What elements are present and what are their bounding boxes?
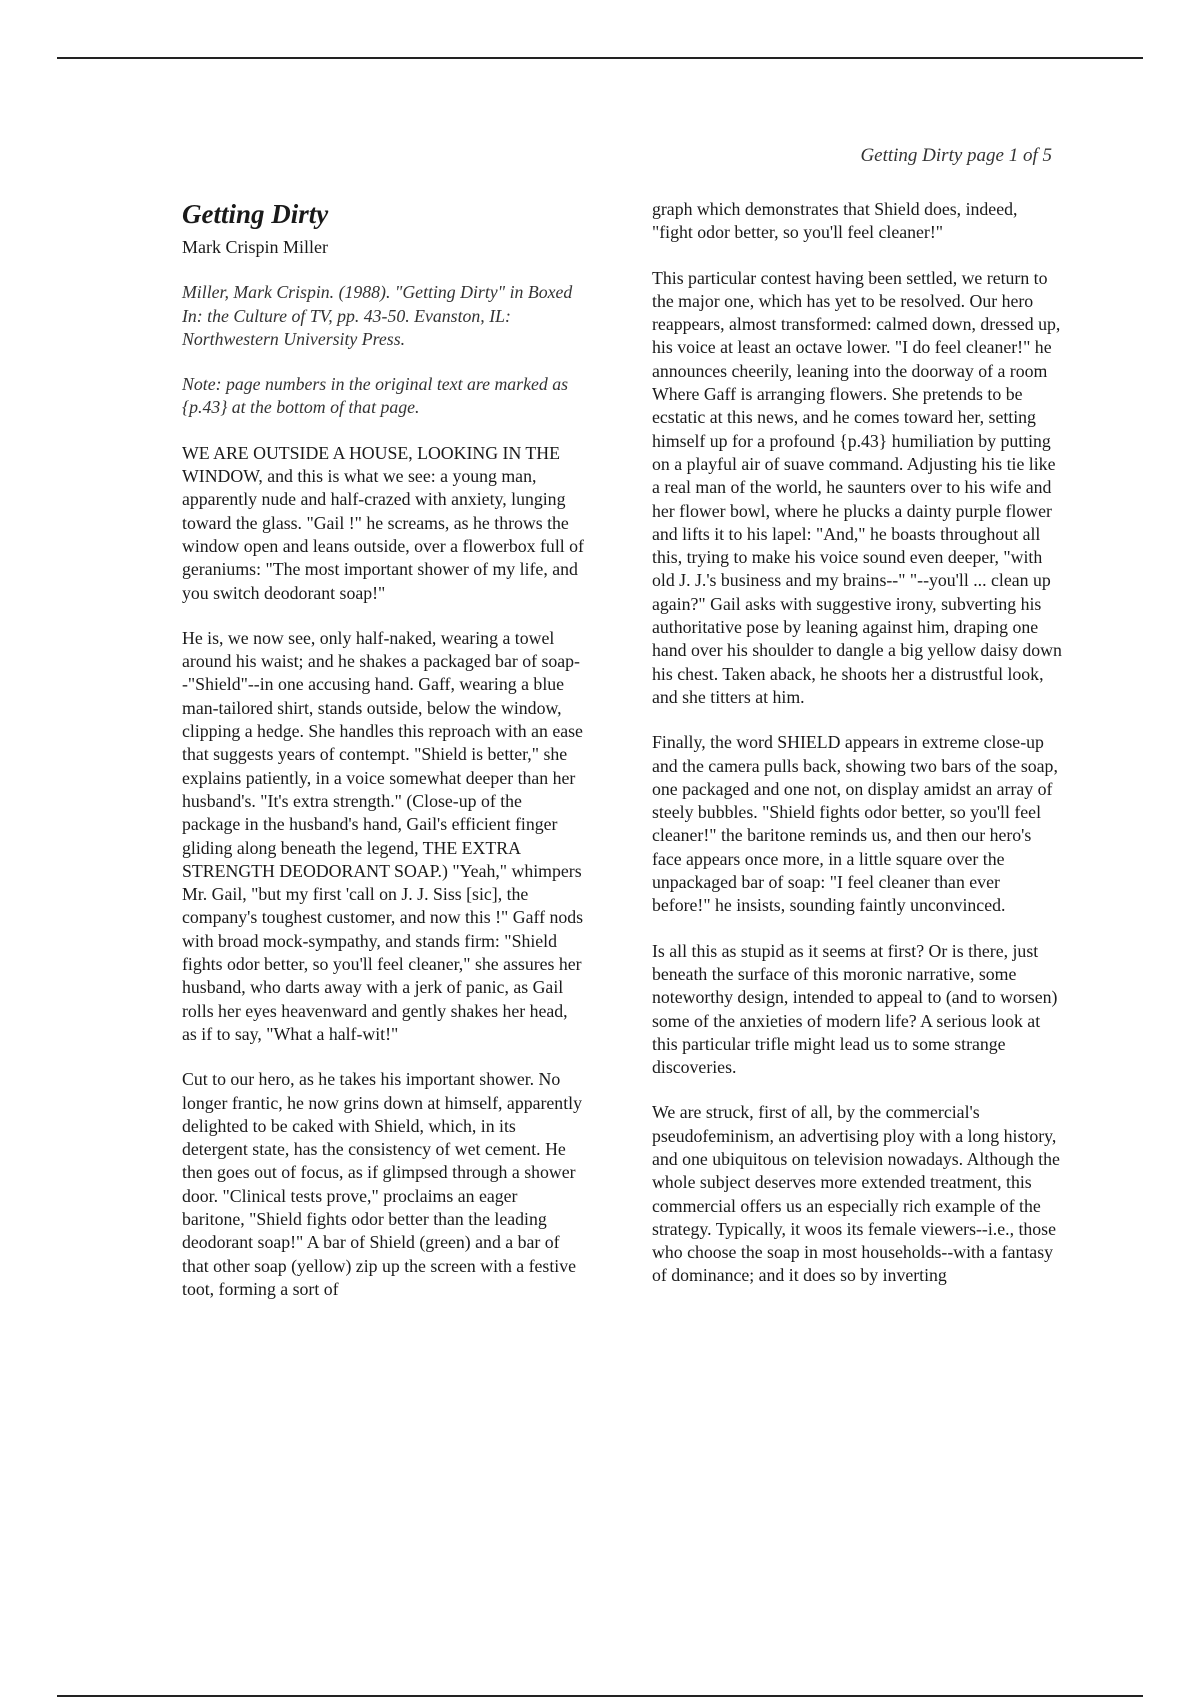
- bottom-rule: [57, 1695, 1143, 1697]
- citation: Miller, Mark Crispin. (1988). "Getting Dirty" in Boxed In: the Culture of TV, pp. 43-50. Evanston, IL: Northwestern University Press.: [182, 282, 573, 349]
- paragraph: This particular contest having been settled, we return to the major one, which has yet to be resolved. Our hero reappears, almost transformed: calmed down, dressed up, his voice at least an octave lower. "I do feel cleaner!" he announces cheerily, leaning into the doorway of a room Where Gaff is arranging flowers. She pretends to be ecstatic at this news, and he comes toward her, setting himself up for a profound {p.43} humiliation by putting on a playful air of suave command. Adjusting his tie like a real man of the world, he saunters over to his wife and her flower bowl, where he plucks a dainty purple flower and lifts it to his lapel: "And," he boasts throughout all this, trying to make his voice sound even deeper, "with old J. J.'s business and my brains--" "--you'll ... clean up again?" Gail asks with suggestive irony, subverting his authoritative pose by leaning against him, draping one hand over his shoulder to dangle a big yellow daisy down his chest. Taken aback, he shoots her a distrustful look, and she titters at him.: [652, 267, 1062, 707]
- pagination-note: Note: page numbers in the original text are marked as {p.43} at the bottom of that page.: [182, 374, 569, 418]
- paragraph: Finally, the word SHIELD appears in extreme close-up and the camera pulls back, showing two bars of the soap, one packaged and one not, on display amidst an array of steely bubbles. "Shield fights odor better, so you'll feel cleaner!" the baritone reminds us, and then our hero's face appears once more, in a little square over the unpackaged bar of soap: "I feel cleaner than ever before!" he insists, sounding faintly unconvinced.: [652, 732, 1058, 916]
- article-author: Mark Crispin Miller: [182, 237, 328, 257]
- paragraph: graph which demonstrates that Shield does, indeed, "fight odor better, so you'll feel cleaner!": [652, 199, 1018, 243]
- top-rule: [57, 57, 1143, 59]
- running-head: Getting Dirty page 1 of 5: [860, 145, 1052, 166]
- right-column: [652, 198, 1062, 1310]
- paragraph: We are struck, first of all, by the commercial's pseudofeminism, an advertising ploy with a long history, and one ubiquitous on television nowadays. Although the whole subject deserves more extended treatment, this commercial offers us an especially rich example of the strategy. Typically, it woos its female viewers--i.e., those who choose the soap in most households--with a fantasy of dominance; and it does so by inverting: [652, 1102, 1060, 1286]
- left-column: [182, 198, 584, 1323]
- paragraph: Is all this as stupid as it seems at first? Or is there, just beneath the surface of this moronic narrative, some noteworthy design, intended to appeal to (and to worsen) some of the anxieties of modern life? A serious look at this particular trifle might lead us to some strange discoveries.: [652, 940, 1058, 1078]
- article-title: Getting Dirty: [182, 199, 329, 229]
- paragraph: Cut to our hero, as he takes his important shower. No longer frantic, he now grins down at himself, apparently delighted to be caked with Shield, which, in its detergent state, has the consistency of wet cement. He then goes out of focus, as if glimpsed through a shower door. "Clinical tests prove," proclaims an eager baritone, "Shield fights odor better than the leading deodorant soap!" A bar of Shield (green) and a bar of that other soap (yellow) zip up the screen with a festive toot, forming a sort of: [182, 1069, 582, 1299]
- paragraph: WE ARE OUTSIDE A HOUSE, LOOKING IN THE WINDOW, and this is what we see: a young man, apparently nude and half-crazed with anxiety, lunging toward the glass. "Gail !" he screams, as he throws the window open and leans outside, over a flowerbox full of geraniums: "The most important shower of my life, and you switch deodorant soap!": [182, 442, 584, 603]
- paragraph: He is, we now see, only half-naked, wearing a towel around his waist; and he shakes a packaged bar of soap--"Shield"--in one accusing hand. Gaff, wearing a blue man-tailored shirt, stands outside, below the window, clipping a hedge. She handles this reproach with an ease that suggests years of contempt. "Shield is better," she explains patiently, in a voice somewhat deeper than her husband's. "It's extra strength." (Close-up of the package in the husband's hand, Gail's efficient finger gliding along beneath the legend, THE EXTRA STRENGTH DEODORANT SOAP.) "Yeah," whimpers Mr. Gail, "but my first 'call on J. J. Siss [sic], the company's toughest customer, and now this !" Gaff nods with broad mock-sympathy, and stands firm: "Shield fights odor better, so you'll feel cleaner," she assures her husband, who darts away with a jerk of panic, as Gail rolls her eyes heavenward and gently shakes her head, as if to say, "What a half-wit!": [182, 627, 584, 1044]
